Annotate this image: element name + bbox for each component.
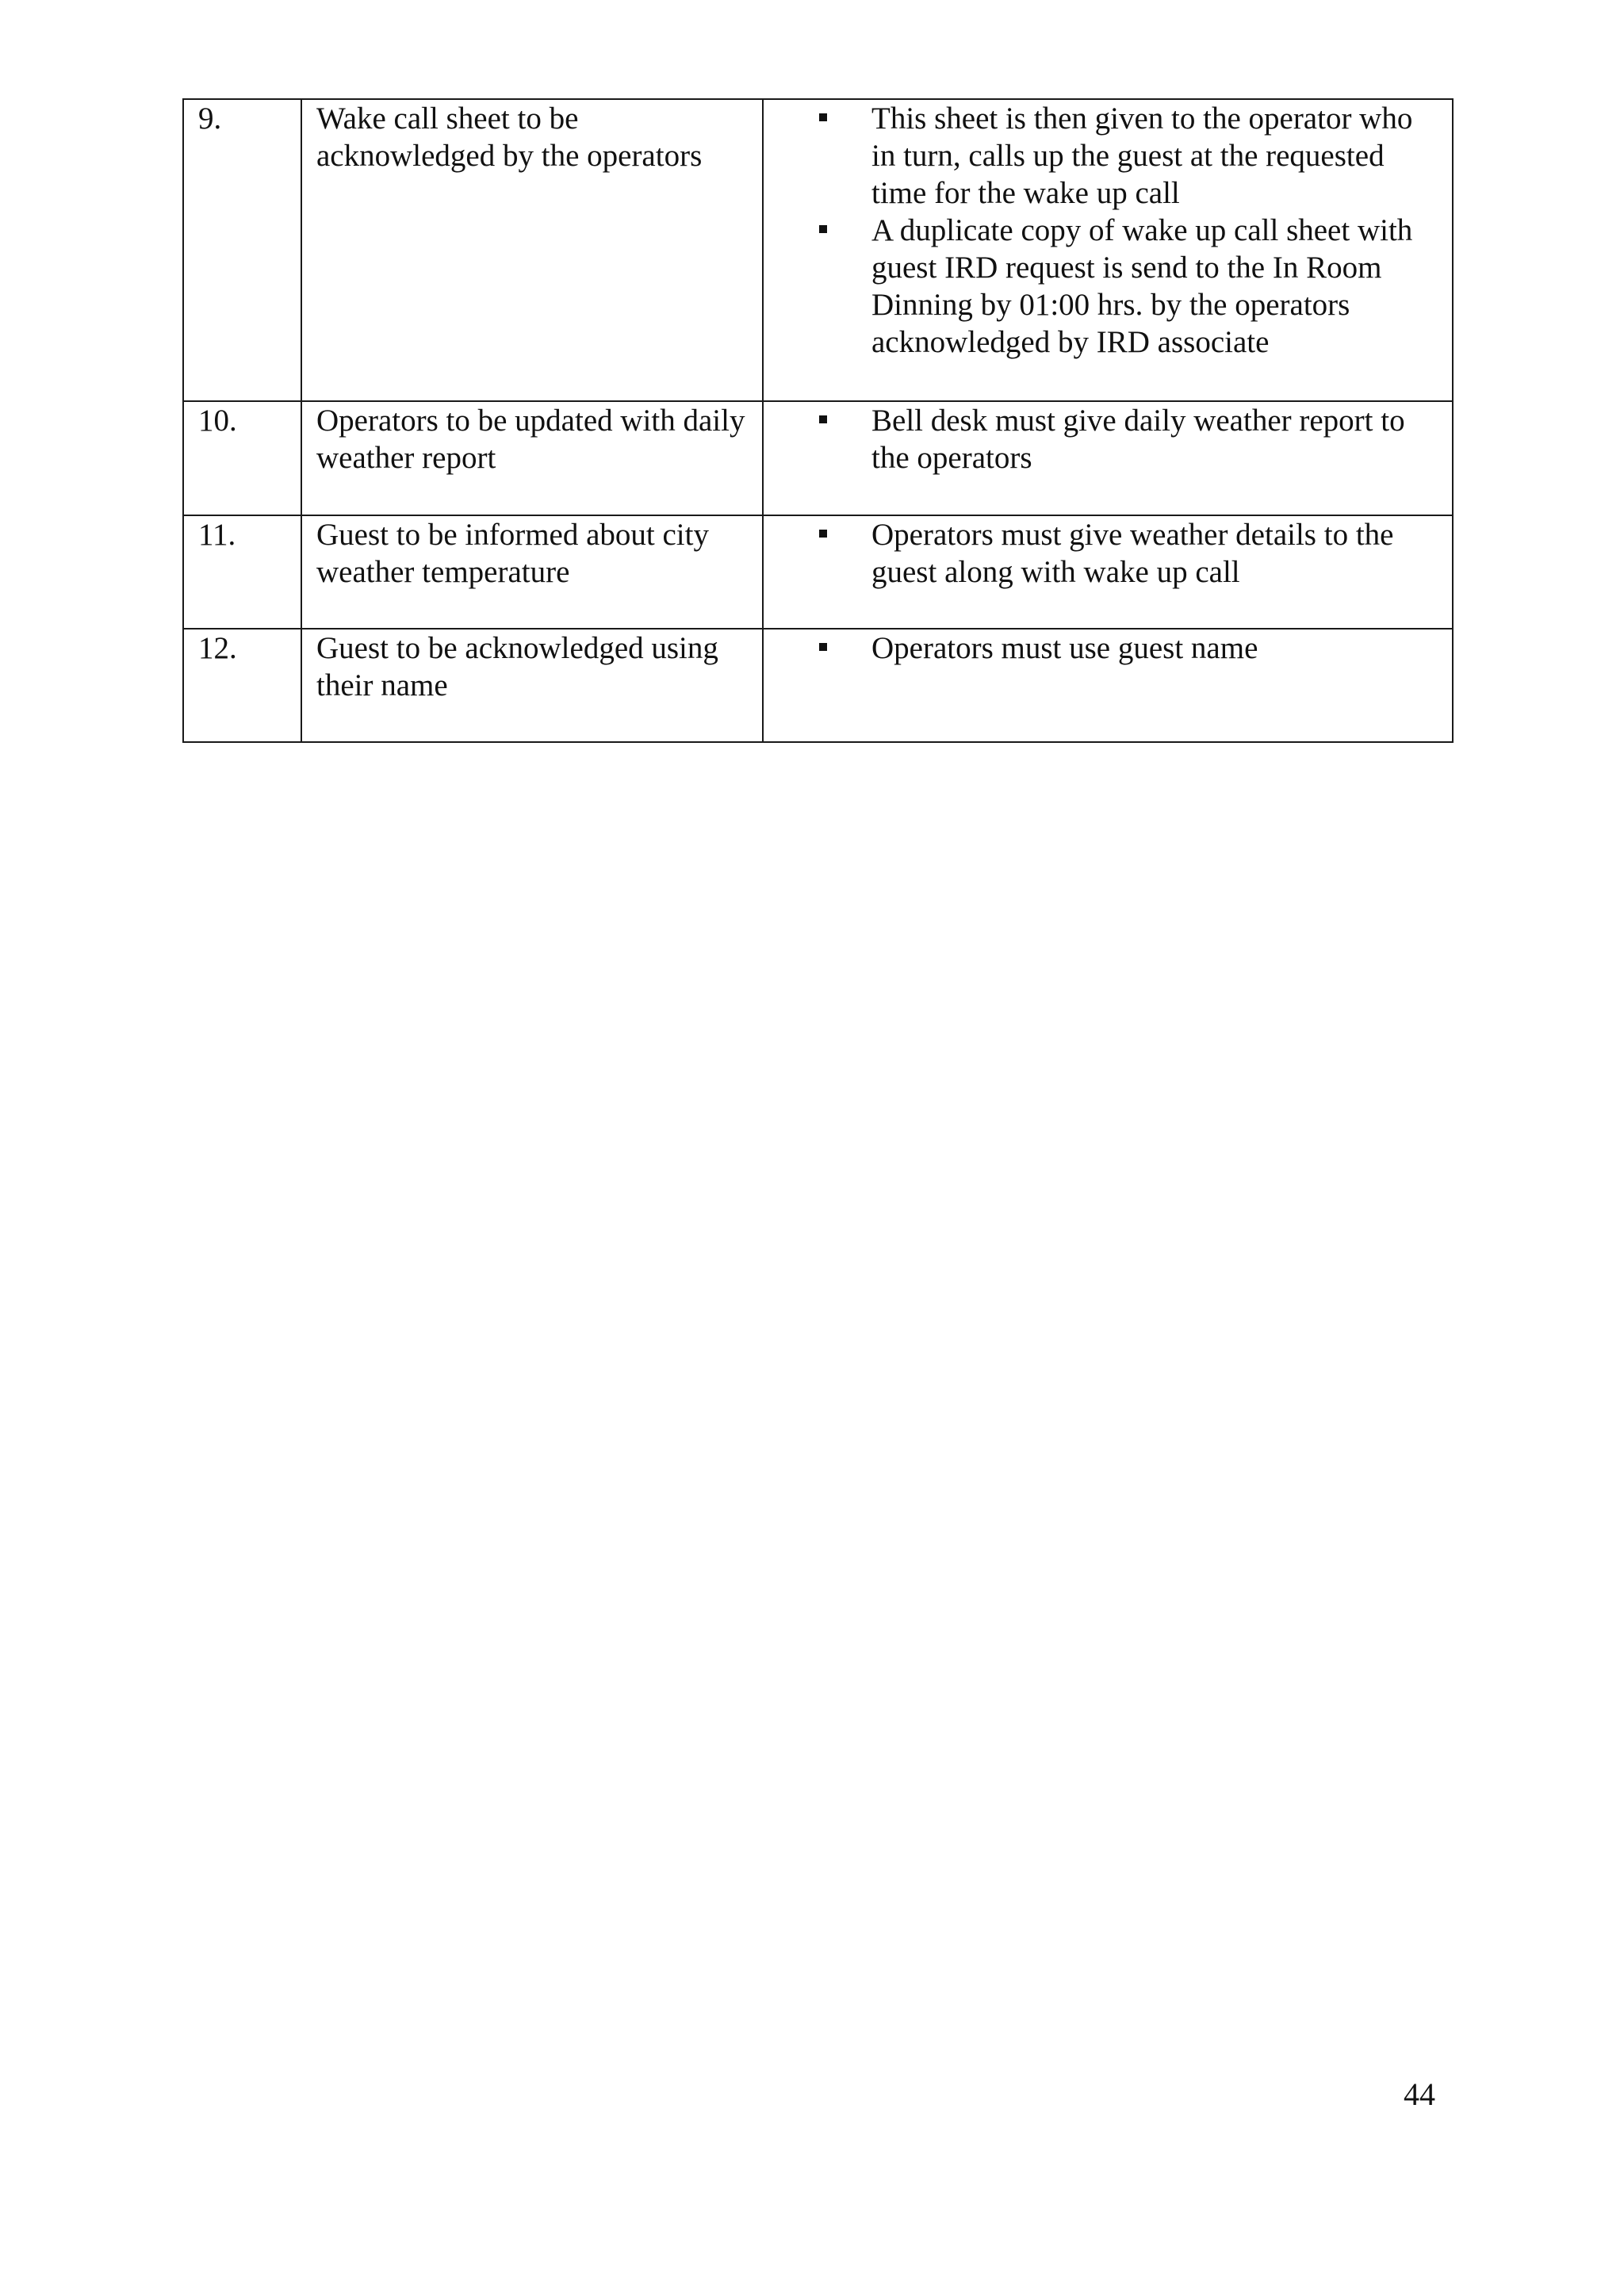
step-description: Wake call sheet to be acknowledged by the operators: [301, 99, 763, 401]
step-details: [763, 99, 1453, 401]
table-row: [183, 401, 1453, 515]
row-number: 9.: [183, 99, 301, 401]
detail-text: Operators must use guest name: [871, 631, 1258, 665]
square-bullet-icon: [819, 643, 827, 651]
procedure-table: [182, 98, 1454, 743]
list-item: [778, 212, 1438, 361]
step-description: Guest to be acknowledged using their name: [301, 629, 763, 742]
details-list: [778, 516, 1438, 591]
list-item: [778, 402, 1438, 476]
step-details: [763, 515, 1453, 629]
details-list: [778, 100, 1438, 361]
square-bullet-icon: [819, 415, 827, 423]
step-details: [763, 629, 1453, 742]
list-item: [778, 100, 1438, 212]
list-item: [778, 629, 1438, 667]
step-description: Guest to be informed about city weather temperature: [301, 515, 763, 629]
page-number: 44: [1404, 2076, 1435, 2112]
detail-text: Operators must give weather details to the guest along with wake up call: [871, 518, 1394, 589]
detail-text: Bell desk must give daily weather report to the operators: [871, 404, 1405, 475]
table-row: [183, 515, 1453, 629]
step-description: Operators to be updated with daily weather report: [301, 401, 763, 515]
square-bullet-icon: [819, 530, 827, 538]
details-list: [778, 402, 1438, 476]
detail-text: A duplicate copy of wake up call sheet with guest IRD request is send to the In Room Dinning by 01:00 hrs. by the operators acknowledged by IRD associate: [871, 213, 1413, 359]
row-number: 10.: [183, 401, 301, 515]
step-details: [763, 401, 1453, 515]
square-bullet-icon: [819, 113, 827, 121]
list-item: [778, 516, 1438, 591]
details-list: [778, 629, 1438, 667]
square-bullet-icon: [819, 225, 827, 233]
row-number: 12.: [183, 629, 301, 742]
detail-text: This sheet is then given to the operator who in turn, calls up the guest at the requested time for the wake up call: [871, 101, 1413, 210]
row-number: 11.: [183, 515, 301, 629]
table-row: [183, 629, 1453, 742]
table-row: [183, 99, 1453, 401]
